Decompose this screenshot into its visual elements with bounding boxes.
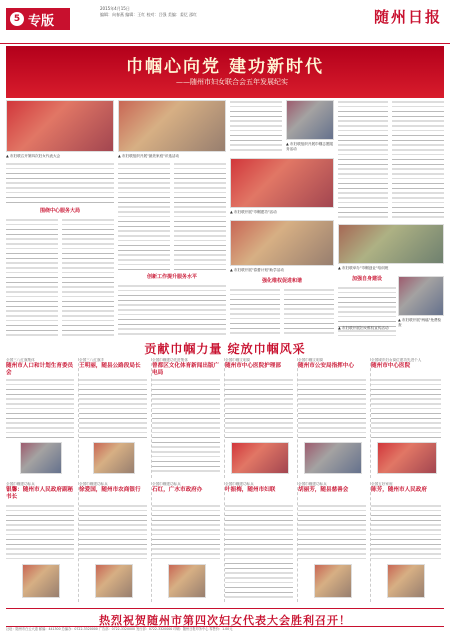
photo-caption: ▲ 市妇联召开第四次妇女代表大会 xyxy=(6,154,61,158)
honoree-cell xyxy=(298,358,371,478)
section-subhead: 加强自身建设 xyxy=(351,276,382,282)
section-label: 专版 xyxy=(28,13,55,29)
honor-tag: 全国巾帼文明岗 xyxy=(298,358,324,362)
honoree-cell xyxy=(225,482,298,602)
honor-tag: 全国巾帼建功标兵 xyxy=(225,482,254,486)
honoree-title: 陈芳，随州市人民政府 xyxy=(371,487,427,493)
honoree-photo xyxy=(304,442,362,474)
page-number: 5 xyxy=(10,12,24,26)
honor-tag: 全国巾帼文明岗 xyxy=(225,358,251,362)
honor-tag: 全国三八红旗集体 xyxy=(6,358,35,362)
honor-tag: 全国巾帼建功标兵 xyxy=(6,482,35,486)
honoree-cell xyxy=(371,482,444,602)
honoree-cell xyxy=(6,358,79,478)
honor-tag: 全国巾帼建功先进集体 xyxy=(152,358,188,362)
honoree-photo xyxy=(93,442,135,474)
honoree-cell xyxy=(152,482,225,602)
article-text xyxy=(230,288,280,336)
photo-caption: ▲ 市妇联组织开展巾帼志愿服务活动 xyxy=(286,142,334,151)
honoree-title: 石红，广水市政府办 xyxy=(152,487,203,493)
honoree-title: 随州市中心医院护理部 xyxy=(225,363,281,369)
honoree-cell xyxy=(225,358,298,478)
masthead xyxy=(0,0,450,44)
article-text xyxy=(118,284,226,336)
article-text xyxy=(6,218,58,336)
article-text xyxy=(62,218,114,336)
honoree-cell xyxy=(6,482,79,602)
article-text xyxy=(6,162,114,206)
honoree-photo xyxy=(377,442,437,474)
honoree-text xyxy=(79,504,147,560)
honoree-photo xyxy=(22,564,60,598)
photo-performance xyxy=(230,158,334,208)
honoree-title: 银馨：随州市人民政府副秘书长 xyxy=(6,487,74,500)
honoree-title: 随州市人口和计划生育委员会 xyxy=(6,363,74,376)
honoree-text xyxy=(152,378,220,474)
honoree-title: 随州市公安局指挥中心 xyxy=(298,363,354,369)
honoree-photo xyxy=(95,564,133,598)
honoree-cell xyxy=(79,482,152,602)
honoree-title: 叶振梅，随州市妇联 xyxy=(225,487,276,493)
honoree-photo xyxy=(168,564,206,598)
photo-congress xyxy=(6,100,114,152)
hero-title: 巾帼心向党 建功新时代 xyxy=(126,57,324,77)
issue-meta xyxy=(100,6,260,18)
section-subhead: 强化维权促进和谐 xyxy=(261,278,302,284)
issue-date: 2015年4月15日 xyxy=(100,6,130,11)
honoree-text xyxy=(79,378,147,438)
photo-family xyxy=(118,100,226,152)
section-badge xyxy=(6,8,70,30)
honoree-title: 随州市中心医院 xyxy=(371,363,411,369)
hero-subtitle: ——随州市妇女联合会五年发展纪实 xyxy=(176,78,288,86)
honor-tag: 全国巾帼建功标兵 xyxy=(79,482,108,486)
article-text xyxy=(230,100,282,154)
honoree-cell xyxy=(298,482,371,602)
honoree-photo xyxy=(20,442,62,474)
honoree-grid xyxy=(6,358,444,602)
honoree-text xyxy=(6,378,74,438)
photo-caption: ▲ 市妇联开展"两癌"免费检查 xyxy=(398,318,442,327)
section-subhead: 围绕中心服务大局 xyxy=(39,208,80,214)
honoree-text xyxy=(298,504,366,560)
section-subhead: 创新工作提升服务水平 xyxy=(146,274,197,280)
photo-caption: ▲ 市妇联开展"春蕾计划"助学活动 xyxy=(230,268,284,272)
feature-article xyxy=(6,100,444,338)
honoree-title: 王明丽，随县公路段局长 xyxy=(79,363,141,369)
article-text xyxy=(284,288,334,336)
honoree-text xyxy=(371,504,441,560)
honor-tag: 全国城乡妇女岗位建功先进个人 xyxy=(371,358,422,362)
honor-tag: 全国三八红旗手 xyxy=(79,358,105,362)
photo-caption: ▲ 市妇联组织开展"最美家庭"评选活动 xyxy=(118,154,180,158)
congratulation-text: 热烈祝贺随州市第四次妇女代表大会胜利召开！ xyxy=(99,614,351,627)
photo-caption: ▲ 市妇联开展"巾帼建功"活动 xyxy=(230,210,277,214)
honoree-text xyxy=(298,378,366,438)
honoree-photo xyxy=(231,442,289,474)
photo-volunteers xyxy=(286,100,334,140)
honor-tag: 全国巾帼建功标兵 xyxy=(298,482,327,486)
honoree-cell xyxy=(152,358,225,478)
photo-scholarship xyxy=(230,220,334,266)
honoree-text xyxy=(371,378,441,438)
hero-banner xyxy=(6,46,444,98)
honoree-photo xyxy=(314,564,352,598)
honoree-title: 曾都区文化体育新闻出版广电局 xyxy=(152,363,220,376)
photo-caption: ▲ 市妇联举办"巾帼创业"培训班 xyxy=(338,266,389,270)
honoree-text xyxy=(225,504,293,598)
article-text xyxy=(338,100,388,220)
photo-caption: ▲ 市妇联开展妇女维权宣传活动 xyxy=(338,326,389,330)
honor-tag: 全国五好家庭 xyxy=(371,482,393,486)
honoree-text xyxy=(6,504,74,560)
honoree-title: 胡丽芳，随县慈善会 xyxy=(298,487,349,493)
section-banner-text: 贡献巾帼力量 绽放巾帼风采 xyxy=(144,342,306,356)
footer-info: 社址：随州市白云大道 邮编：441300 总编办：0722-3320000 广告部：0722-3320000 发行部：0722-3320000 印刷：随州日报印务中心 零售价：1.00元 xyxy=(6,626,444,638)
honor-tag: 全国巾帼建功标兵 xyxy=(152,482,181,486)
honoree-title: 徐爱国，随州市农商银行 xyxy=(79,487,141,493)
honoree-photo xyxy=(387,564,425,598)
article-text xyxy=(118,162,170,272)
photo-training xyxy=(338,224,444,264)
congratulation-banner xyxy=(6,608,444,627)
article-text xyxy=(392,100,444,220)
honoree-cell xyxy=(79,358,152,478)
newspaper-logo: 随州日报 xyxy=(373,8,442,26)
photo-health-check xyxy=(398,276,444,316)
honoree-cell xyxy=(371,358,444,478)
section-banner xyxy=(6,338,444,358)
article-text xyxy=(174,162,226,272)
honoree-text xyxy=(225,378,293,438)
editor-credits: 编辑：向春燕 编辑：王红 校对：吕强 美编：姜忆 邵红 xyxy=(100,12,198,17)
honoree-text xyxy=(152,504,220,560)
